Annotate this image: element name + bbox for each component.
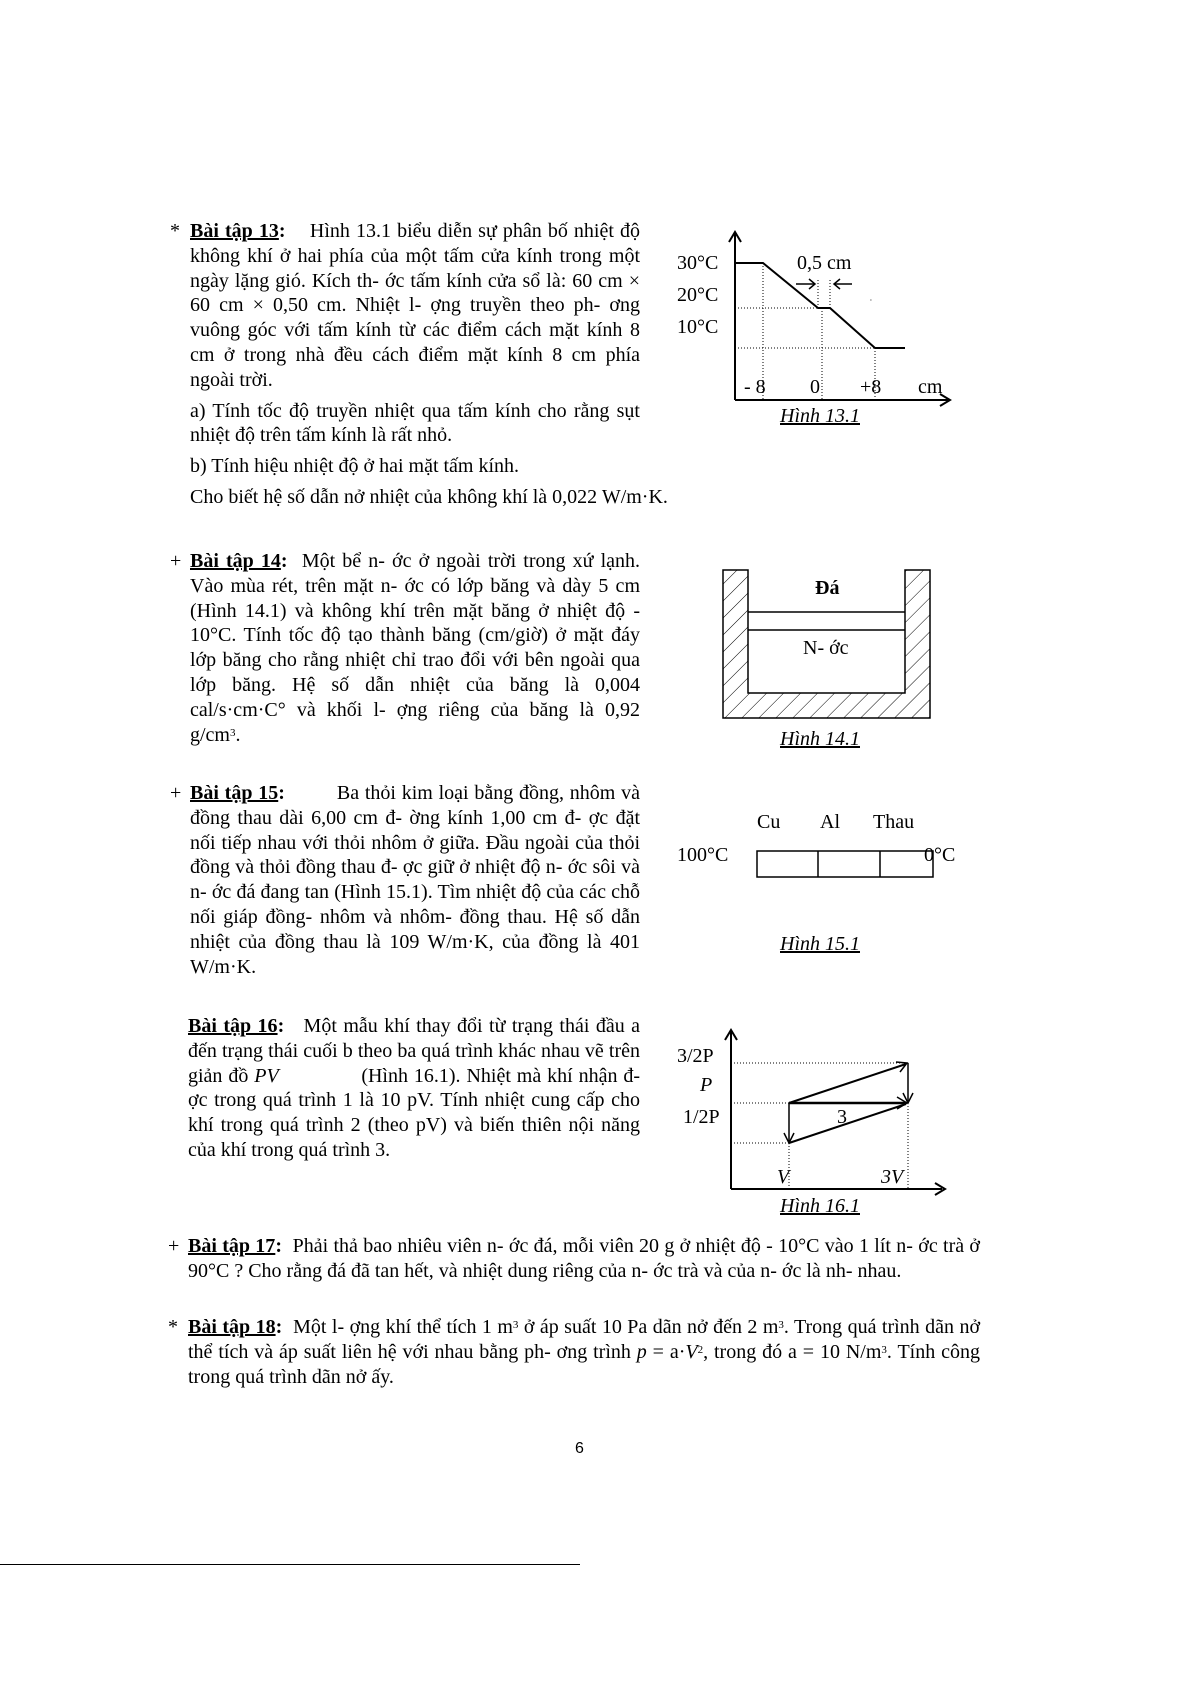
figure-caption: Hình 16.1 [780, 1195, 860, 1217]
figure-caption: Hình 14.1 [780, 728, 860, 750]
exercise-title: Bài tập 17 [188, 1235, 276, 1257]
rod-label-thau: Thau [873, 811, 915, 833]
water-label: N- ớc [803, 637, 849, 659]
x-label-3v: 3V [881, 1166, 904, 1188]
body-part: . Tính công trong quá trình dãn nở ấy. [188, 1340, 980, 1388]
exercise-marker: + [168, 1235, 180, 1257]
y-label-1-2p: 1/2P [683, 1106, 720, 1128]
body-part: , trong đó a = 10 N/m [703, 1340, 882, 1363]
exercise-16: Bài tập 16: Một mẫu khí thay đổi từ trạng thái đầu a đến trạng thái cuối b theo ba quá trình khác nhau vẽ trên giản đồ PV (Hình 16.1). Nhiệt mà khí nhận đ- ợc trong quá trình 1 là 10 pV. Tính nhiệt cung cấp cho khí trong quá trình 2 (theo pV) và biến thiên nội năng của khí trong quá trình 3. [188, 1015, 641, 1161]
period: . [235, 723, 241, 746]
pv-symbol: PV [254, 1064, 279, 1087]
exercise-14: + Bài tập 14: Một bể n- ớc ở ngoài trời trong xứ lạnh. Vào mùa rét, trên mặt n- ớc có lớp băng và dày 5 cm (Hình 14.1) và không khí trên mặt băng ở nhiệt độ - 10°C. Tính tốc độ tạo thành băng (cm/giờ) ở mặt đáy lớp băng cho rằng nhiệt chỉ trao đổi với bên ngoài qua lớp băng. Hệ số dẫn nhiệt của băng là 0,004 cal/s·cm·C° và khối l- ợng riêng của băng là 0,92 $g/cm^3$. [170, 550, 640, 746]
exercise-title: Bài tập 13 [190, 220, 279, 242]
exercise-17: + Bài tập 17: Phải thả bao nhiêu viên n- ớc đá, mỗi viên 20 g ở nhiệt độ - 10°C vào 1 lít n- ớc trà ở 90°C ? Cho rằng đá đã tan hết, và nhiệt dung riêng của n- ớc trà và của n- ớc là nh- nhau. [168, 1235, 981, 1282]
exercise-body: Hình 13.1 biểu diễn sự phân bố nhiệt độ không khí ở hai phía của một tấm cửa kính trong một ngày lặng gió. Kích th- ớc tấm kính cửa sổ là: 60 cm × 60 cm × 0,50 cm. Nhiệt l- ợng truyền theo ph- ơng vuông góc với tấm kính từ các điểm cách mặt kính 8 cm ở trong nhà đều cách điểm mặt kính 8 cm phía ngoài trời. [190, 220, 641, 391]
formula-p: p [636, 1340, 647, 1363]
y-label-10: 10°C [677, 316, 719, 338]
superscript: 3 [881, 1343, 887, 1356]
figure-caption: Hình 15.1 [780, 933, 860, 955]
x-label-plus8: +8 [860, 376, 882, 398]
exercise-13: * Bài tập 13: Hình 13.1 biểu diễn sự phân bố nhiệt độ không khí ở hai phía của một tấm cửa kính trong một ngày lặng gió. Kích th- ớc tấm kính cửa sổ là: 60 cm × 60 cm × 0,50 cm. Nhiệt l- ợng truyền theo ph- ơng vuông góc với tấm kính từ các điểm cách mặt kính 8 cm ở trong nhà đều cách điểm mặt kính 8 cm phía ngoài trời. a) Tính tốc độ truyền nhiệt qua tấm kính cho rằng sụt nhiệt độ trên tấm kính là rất nhỏ. b) Tính hiệu nhiệt độ ở hai mặt tấm kính. Cho biết hệ số dẫn nở nhiệt của không khí là 0,022 W/m·K. [170, 220, 668, 508]
body-part: = a· [646, 1340, 686, 1363]
rod-label-al: Al [820, 811, 840, 833]
superscript: 3 [778, 1319, 784, 1331]
exercise-body-cont: (Hình 16.1). Nhiệt mà khí nhận đ- ợc trong quá trình 1 là 10 pV. Tính nhiệt cung cấp cho khí trong quá trình 2 (theo pV) và biến thiên nội năng của khí trong quá trình 3. [188, 1064, 641, 1161]
superscript: 3 [230, 726, 236, 739]
body-part: ở áp suất 10 Pa dãn nở đến 2 m [518, 1316, 779, 1338]
exercise-marker: * [168, 1316, 178, 1338]
x-label-0: 0 [810, 376, 820, 398]
left-temperature: 100°C [677, 844, 729, 866]
x-label-unit: cm [918, 376, 943, 398]
question-b: b) Tính hiệu nhiệt độ ở hai mặt tấm kính. [190, 455, 520, 478]
superscript: 3 [512, 1319, 519, 1331]
x-label-v: V [777, 1166, 790, 1188]
footer-rule [0, 1564, 580, 1565]
y-label-p: P [700, 1074, 713, 1096]
y-label-30: 30°C [677, 252, 719, 274]
given-data: Cho biết hệ số dẫn nở nhiệt của không khí là 0,022 W/m·K. [190, 485, 668, 508]
process-3-label: 3 [837, 1106, 847, 1128]
y-label-3-2p: 3/2P [677, 1045, 714, 1067]
superscript: 2 [697, 1343, 704, 1356]
exercise-body: Một bể n- ớc ở ngoài trời trong xứ lạnh. Vào mùa rét, trên mặt n- ớc có lớp băng và dày 5 cm (Hình 14.1) và không khí trên mặt băng ở nhiệt độ - 10°C. Tính tốc độ tạo thành băng (cm/giờ) ở mặt đáy lớp băng cho rằng nhiệt chỉ trao đổi với bên ngoài qua lớp băng. Hệ số dẫn nhiệt của băng là 0,004 cal/s·cm·C° và khối l- ợng riêng của băng là 0,92 g/cm [190, 550, 640, 746]
exercise-15: + Bài tập 15: Ba thỏi kim loại bằng đồng, nhôm và đồng thau dài 6,00 cm đ- ờng kính 1,00 cm đ- ợc đặt nối tiếp nhau với thỏi nhôm ở giữa. Đầu ngoài của thỏi đồng và thỏi đồng thau đ- ợc giữ ở nhiệt độ n- ớc sôi và n- ớc đá đang tan (Hình 15.1). Tìm nhiệt độ của các chỗ nối giáp đồng- nhôm và nhôm- đồng thau. Hệ số dẫn nhiệt của đồng thau là 109 W/m·K, của đồng là 401 W/m·K. [170, 782, 641, 978]
exercise-marker: + [170, 550, 182, 572]
right-temperature: 0°C [924, 844, 956, 866]
exercise-title: Bài tập 15 [190, 782, 279, 804]
exercise-marker: * [170, 220, 180, 242]
exercise-title: Bài tập 14 [190, 550, 281, 572]
exercise-body: Ba thỏi kim loại bằng đồng, nhôm và đồng thau dài 6,00 cm đ- ờng kính 1,00 cm đ- ợc đặt nối tiếp nhau với thỏi nhôm ở giữa. Đầu ngoài của thỏi đồng và thỏi đồng thau đ- ợc giữ ở nhiệt độ n- ớc sôi và n- ớc đá đang tan (Hình 15.1). Tìm nhiệt độ của các chỗ nối giáp đồng- nhôm và nhôm- đồng thau. Hệ số dẫn nhiệt của đồng thau là 109 W/m·K, của đồng là 401 W/m·K. [190, 782, 641, 978]
question-a: a) Tính tốc độ truyền nhiệt qua tấm kính cho rằng sụt nhiệt độ trên tấm kính là rất nhỏ. [190, 399, 640, 447]
ice-label: Đá [815, 577, 840, 599]
exercise-18: * Bài tập 18: Một l- ợng khí thể tích 1 $m^3$ ở áp suất 10 Pa dãn nở đến 2 $m^3$. Trong quá trình dãn nở thể tích và áp suất liên hệ với nhau bằng ph- ơng trình $p = a\cdot V^2$, trong đó a = 10 $N/m^3$. Tính công trong quá trình dãn nở ấy. [168, 1316, 981, 1388]
body-part: Một l- ợng khí thể tích 1 m [293, 1316, 513, 1338]
exercise-body: Phải thả bao nhiêu viên n- ớc đá, mỗi viên 20 g ở nhiệt độ - 10°C vào 1 lít n- ớc trà ở 90°C ? Cho rằng đá đã tan hết, và nhiệt dung riêng của n- ớc trà và của n- ớc là nh- nhau. [188, 1235, 981, 1282]
exercise-marker: + [170, 782, 182, 804]
exercise-body: Một mẫu khí thay đổi từ trạng thái đầu a đến trạng thái cuối b theo ba quá trình khác nhau vẽ trên giản đồ [188, 1015, 641, 1087]
figure-caption: Hình 13.1 [780, 405, 860, 427]
x-label-minus8: - 8 [744, 376, 766, 398]
formula-v: V [685, 1340, 698, 1363]
rod-label-cu: Cu [757, 811, 781, 833]
page-number: 6 [575, 1440, 584, 1457]
exercise-title: Bài tập 18 [188, 1316, 276, 1338]
exercise-title: Bài tập 16 [188, 1015, 278, 1037]
gap-label: 0,5 cm [797, 252, 852, 274]
y-label-20: 20°C [677, 284, 719, 306]
body-part: . Trong quá trình dãn nở thể tích và áp suất liên hệ với nhau bằng ph- ơng trình [188, 1316, 981, 1363]
